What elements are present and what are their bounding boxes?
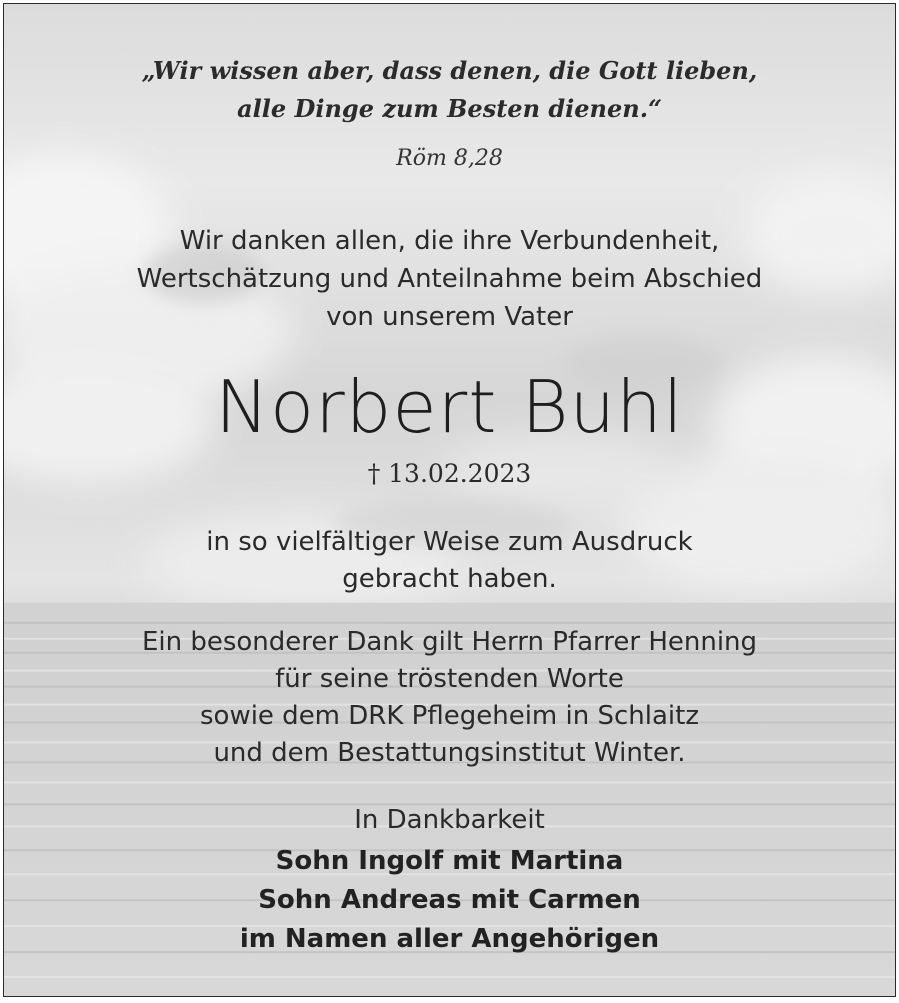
intro-text xyxy=(4,222,895,336)
obituary-card xyxy=(3,3,896,997)
intro-line: von unserem Vater xyxy=(326,302,573,332)
signer-line: im Namen aller Angehörigen xyxy=(239,924,660,954)
thanks-paragraph xyxy=(4,524,895,598)
quote-line: alle Dinge zum Besten dienen.“ xyxy=(237,94,662,123)
paragraph-line: Ein besonderer Dank gilt Herrn Pfarrer Henning xyxy=(141,627,758,657)
special-thanks-paragraph xyxy=(4,624,895,772)
paragraph-line: und dem Bestattungsinstitut Winter. xyxy=(213,738,686,768)
quote-source: Röm 8,28 xyxy=(396,146,503,171)
death-date: † 13.02.2023 xyxy=(367,459,532,488)
signers xyxy=(4,842,895,959)
paragraph-line: sowie dem DRK Pflegeheim in Schlaitz xyxy=(199,701,699,731)
paragraph-line: in so vielfältiger Weise zum Ausdruck xyxy=(206,527,693,557)
intro-line: Wir danken allen, die ihre Verbundenheit, xyxy=(179,226,720,256)
paragraph-line: für seine tröstenden Worte xyxy=(275,664,624,694)
quote-line: „Wir wissen aber, dass denen, die Gott lieben, xyxy=(141,56,758,85)
closing-thanks: In Dankbarkeit xyxy=(354,805,545,835)
signer-line: Sohn Ingolf mit Martina xyxy=(275,846,624,876)
intro-line: Wertschätzung und Anteilnahme beim Abschied xyxy=(136,264,763,294)
deceased-name: Norbert Buhl xyxy=(215,365,684,449)
signer-line: Sohn Andreas mit Carmen xyxy=(258,885,641,915)
bible-quote xyxy=(4,52,895,128)
paragraph-line: gebracht haben. xyxy=(342,564,557,594)
